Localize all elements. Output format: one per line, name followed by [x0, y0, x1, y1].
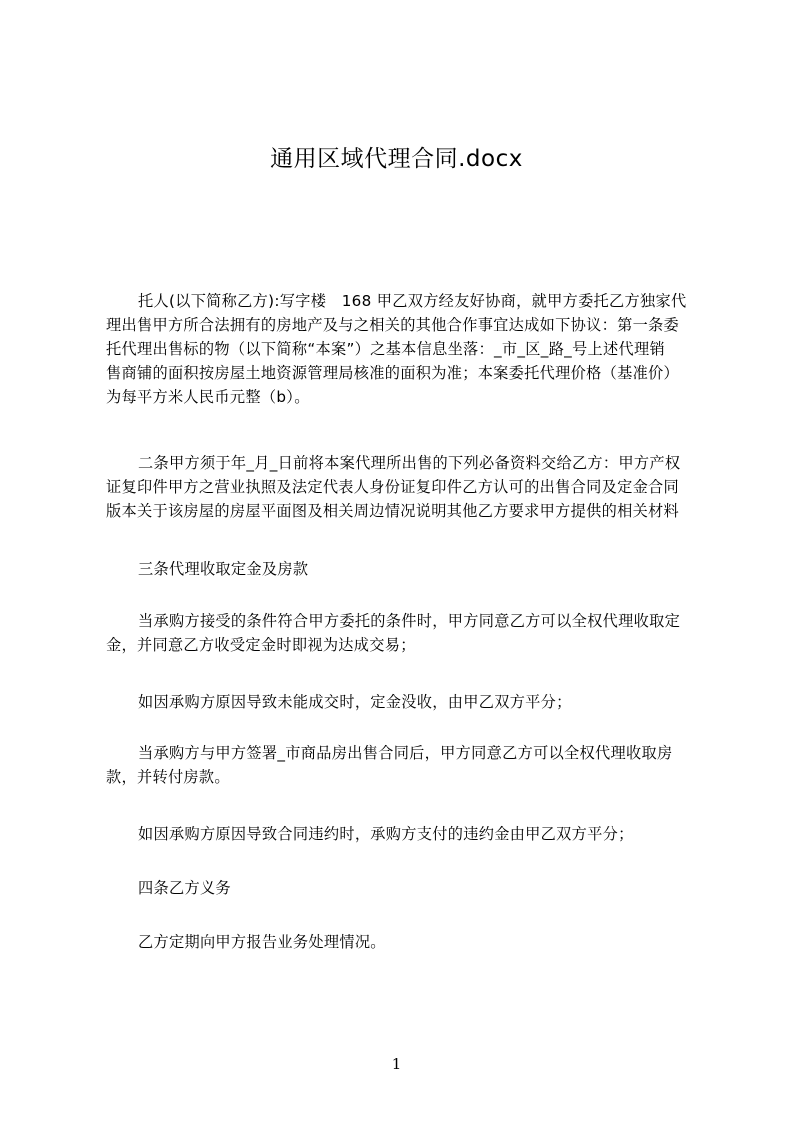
paragraph-line: 版本关于该房屋的房屋平面图及相关周边情况说明其他乙方要求甲方提供的相关材料: [106, 502, 680, 520]
paragraph-article-three-heading: [106, 557, 708, 581]
paragraph-line: 如因承购方原因导致未能成交时，定金没收，由甲乙双方平分；: [138, 693, 572, 711]
paragraph-line: 托人(以下简称乙方):写字楼 168 甲乙双方经友好协商，就甲方委托乙方独家代: [138, 292, 687, 310]
paragraph-line: 款，并转付房款。: [106, 768, 230, 786]
paragraph-line: 托代理出售标的物（以下简称“本案”）之基本信息坐落：_市_区_路_号上述代理销: [106, 340, 665, 358]
paragraph-line: 四条乙方义务: [138, 879, 231, 897]
paragraph-article-four-heading: [106, 876, 708, 900]
document-title: 通用区域代理合同.docx: [270, 146, 523, 172]
paragraph-line: 当承购方与甲方签署_市商品房出售合同后，甲方同意乙方可以全权代理收取房: [138, 744, 673, 762]
paragraph-line: 理出售甲方所合法拥有的房地产及与之相关的其他合作事宜达成如下协议：第一条委: [106, 316, 680, 334]
paragraph-line: 金，并同意乙方收受定金时即视为达成交易；: [106, 636, 416, 654]
paragraph-deposit-forfeit: [106, 690, 708, 714]
paragraph-line: 为每平方米人民币元整（b）。: [106, 388, 310, 406]
paragraph-line: 售商铺的面积按房屋土地资源管理局核准的面积为准；本案委托代理价格（基准价）: [106, 364, 680, 382]
paragraph-payment-collection: [106, 741, 708, 789]
paragraph-deposit-collection: [106, 609, 708, 657]
paragraph-breach-penalty: [106, 822, 708, 846]
paragraph-party-b-duty: [106, 930, 708, 954]
paragraph-entrustment-info: [106, 289, 708, 409]
page-number: 1: [391, 1055, 402, 1073]
paragraph-line: 当承购方接受的条件符合甲方委托的条件时，甲方同意乙方可以全权代理收取定: [138, 612, 681, 630]
paragraph-line: 三条代理收取定金及房款: [138, 560, 309, 578]
paragraph-line: 如因承购方原因导致合同违约时，承购方支付的违约金由甲乙双方平分；: [138, 825, 634, 843]
paragraph-article-two: [106, 451, 708, 523]
paragraph-line: 二条甲方须于年_月_日前将本案代理所出售的下列必备资料交给乙方：甲方产权: [138, 454, 681, 472]
paragraph-line: 乙方定期向甲方报告业务处理情况。: [138, 933, 386, 951]
paragraph-line: 证复印件甲方之营业执照及法定代表人身份证复印件乙方认可的出售合同及定金合同: [106, 478, 680, 496]
